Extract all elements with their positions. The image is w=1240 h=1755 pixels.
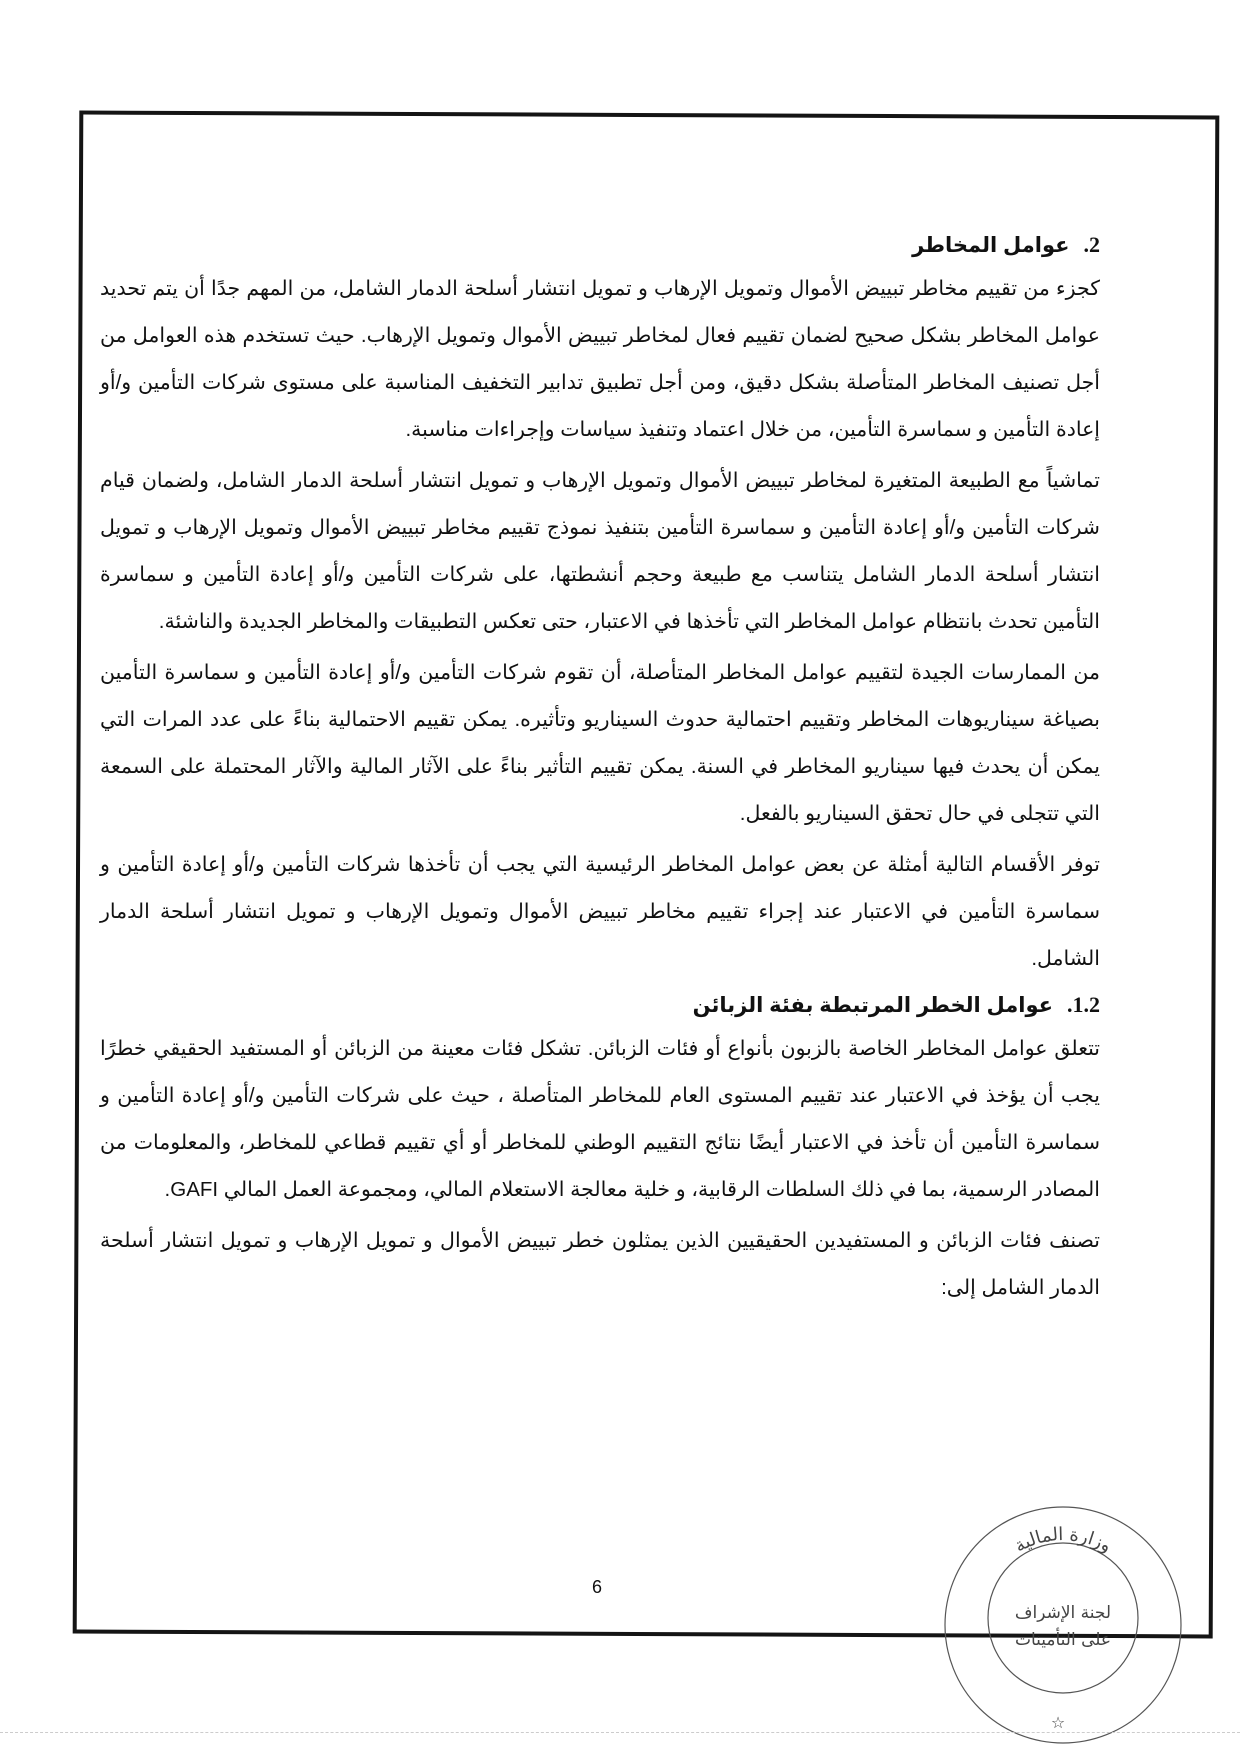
paragraph: تماشياً مع الطبيعة المتغيرة لمخاطر تبييض الأموال وتمويل الإرهاب و تمويل انتشار أسلحة الدمار الشامل، ولضمان قيام شركات التأمين و/أو إعادة التأمين و سماسرة التأمين بتنفيذ نموذج تقييم مخاطر تبييض الأموال وتمويل الإرهاب و تمويل انتشار أسلحة الدمار الشامل يتناسب مع طبيعة وحجم أنشطتها، على شركات التأمين و/أو إعادة التأمين و سماسرة التأمين تحدث بانتظام عوامل المخاطر التي تأخذها في الاعتبار، حتى تعكس التطبيقات والمخاطر الجديدة والناشئة. [100,469,1100,633]
section-heading-2 [100,226,1100,265]
section-title: عوامل المخاطر [912,234,1070,257]
section-title: عوامل الخطر المرتبطة بفئة الزبائن [692,994,1053,1017]
document-body [100,200,1100,1315]
page-number: 6 [592,1577,603,1597]
section-number: .1.2 [1067,992,1100,1017]
paragraph: من الممارسات الجيدة لتقييم عوامل المخاطر المتأصلة، أن تقوم شركات التأمين و/أو إعادة التأمين و سماسرة التأمين بصياغة سيناريوهات المخاطر وتقييم احتمالية حدوث السيناريو وتأثيره. يمكن تقييم الاحتمالية بناءً على عدد المرات التي يمكن أن يحدث فيها سيناريو المخاطر في السنة. يمكن تقييم التأثير بناءً على الآثار المالية والآثار المحتملة على السمعة التي تتجلى في حال تحقق السيناريو بالفعل. [100,661,1100,825]
stamp-inner-line-2: على التأمينات [1014,1630,1112,1650]
star-icon: ☆ [1050,1715,1066,1732]
paragraph: تتعلق عوامل المخاطر الخاصة بالزبون بأنواع أو فئات الزبائن. تشكل فئات معينة من الزبائن أو المستفيد الحقيقي خطرًا يجب أن يؤخذ في الاعتبار عند تقييم المستوى العام للمخاطر المتأصلة ، حيث على شركات التأمين و/أو إعادة التأمين و سماسرة التأمين أن تأخذ في الاعتبار أيضًا نتائج التقييم الوطني للمخاطر أو أي تقييم قطاعي للمخاطر، والمعلومات من المصادر الرسمية، بما في ذلك السلطات الرقابية، و خلية معالجة الاستعلام المالي، ومجموعة العمل المالي GAFI. [100,1037,1100,1201]
paragraph: توفر الأقسام التالية أمثلة عن بعض عوامل المخاطر الرئيسية التي يجب أن تأخذها شركات التأمين و/أو إعادة التأمين و سماسرة التأمين في الاعتبار عند إجراء تقييم مخاطر تبييض الأموال وتمويل الإرهاب و تمويل انتشار أسلحة الدمار الشامل. [100,853,1100,970]
section-number: .2 [1083,232,1100,257]
paragraph: كجزء من تقييم مخاطر تبييض الأموال وتمويل الإرهاب و تمويل انتشار أسلحة الدمار الشامل، من المهم جدًا أن يتم تحديد عوامل المخاطر بشكل صحيح لضمان تقييم فعال لمخاطر تبييض الأموال وتمويل الإرهاب. حيث تستخدم هذه العوامل من أجل تصنيف المخاطر المتأصلة بشكل دقيق، ومن أجل تطبيق تدابير التخفيف المناسبة على مستوى شركات التأمين و/أو إعادة التأمين و سماسرة التأمين، من خلال اعتماد وتنفيذ سياسات وإجراءات مناسبة. [100,277,1100,441]
stamp-inner-line-1: لجنة الإشراف [1014,1603,1112,1623]
paragraph: تصنف فئات الزبائن و المستفيدين الحقيقيين الذين يمثلون خطر تبييض الأموال و تمويل الإرهاب و تمويل انتشار أسلحة الدمار الشامل إلى: [100,1229,1100,1299]
scan-edge [0,1732,1240,1734]
section-heading-1-2 [100,986,1100,1025]
stamp-outer-text: وزارة المالية [1011,1523,1116,1557]
official-stamp [938,1500,1188,1750]
